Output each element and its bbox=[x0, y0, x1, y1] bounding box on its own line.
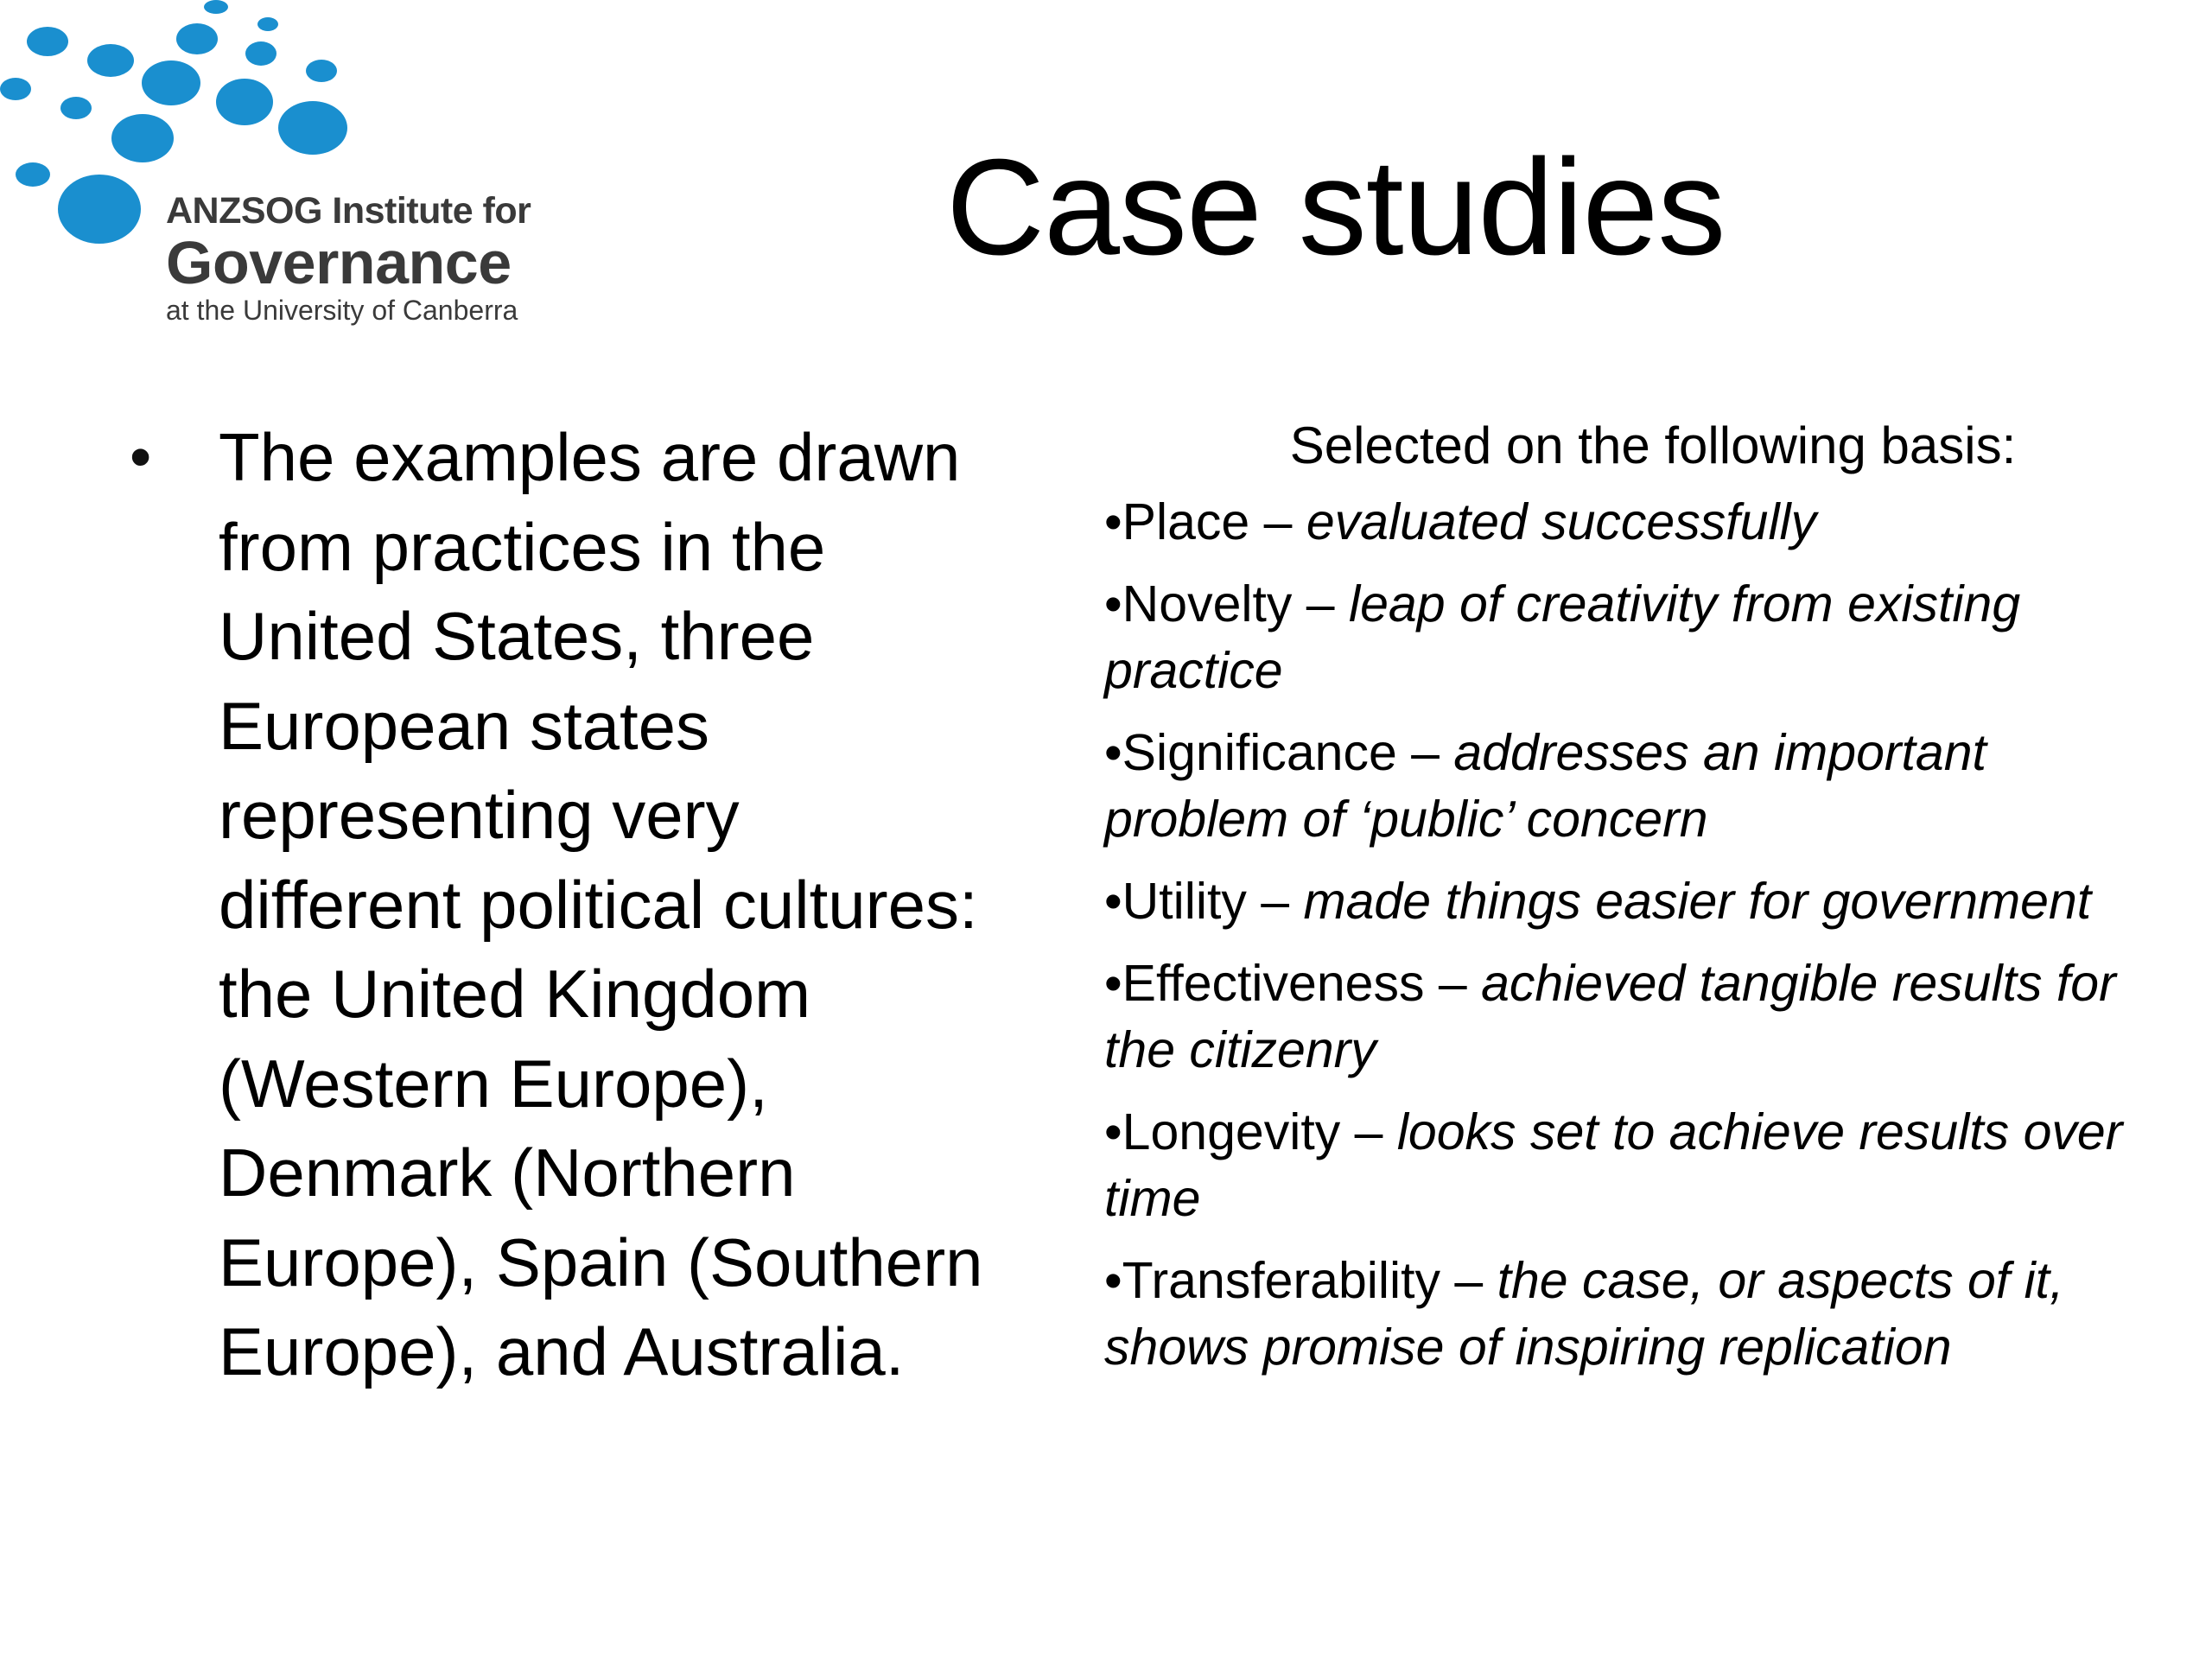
criterion-description: evaluated successfully bbox=[1306, 493, 1817, 550]
criterion-term: •Longevity – bbox=[1104, 1103, 1397, 1160]
criterion-description: made things easier for government bbox=[1303, 873, 2092, 930]
criterion-place bbox=[1104, 489, 2167, 556]
left-column bbox=[130, 413, 1080, 1397]
criterion-significance bbox=[1104, 720, 2167, 853]
criterion-description: looks set to achieve results over time bbox=[1104, 1103, 2123, 1227]
criterion-term: •Transferability – bbox=[1104, 1252, 1497, 1309]
criterion-term: •Effectiveness – bbox=[1104, 955, 1482, 1012]
logo-text bbox=[166, 190, 531, 327]
criterion-utility bbox=[1104, 868, 2167, 935]
criterion-effectiveness bbox=[1104, 950, 2167, 1084]
criterion-description: the case, or aspects of it, shows promise of inspiring replication bbox=[1104, 1252, 2064, 1376]
right-column bbox=[1104, 413, 2167, 1396]
criterion-term: •Significance – bbox=[1104, 724, 1454, 781]
criterion-novelty bbox=[1104, 571, 2167, 704]
anzsog-logo bbox=[0, 0, 570, 346]
criterion-term: •Utility – bbox=[1104, 873, 1304, 930]
bullet-marker: • bbox=[130, 423, 152, 492]
left-bullet-text: The examples are drawn from practices in the United States, three European states representing very different political cultures: the United Kingdom (Western Europe), Denmark (Northern Europe), Spain (Southern Europe), and Australia. bbox=[219, 419, 983, 1389]
slide-title: Case studies bbox=[946, 131, 1726, 283]
criterion-term: •Place – bbox=[1104, 493, 1306, 550]
criterion-term: •Novelty – bbox=[1104, 575, 1349, 632]
criteria-list bbox=[1104, 489, 2167, 1381]
criterion-description: achieved tangible results for the citizenry bbox=[1104, 955, 2116, 1078]
logo-line-governance: Governance bbox=[166, 229, 512, 296]
logo-line-university: at the University of Canberra bbox=[166, 295, 518, 326]
criterion-description: leap of creativity from existing practice bbox=[1104, 575, 2021, 699]
criteria-heading: Selected on the following basis: bbox=[1289, 416, 2017, 474]
logo-line-institute: ANZSOG Institute for bbox=[166, 190, 531, 232]
criterion-description: addresses an important problem of ‘public’ concern bbox=[1104, 724, 1986, 848]
criterion-longevity bbox=[1104, 1099, 2167, 1232]
criterion-transferability bbox=[1104, 1248, 2167, 1381]
